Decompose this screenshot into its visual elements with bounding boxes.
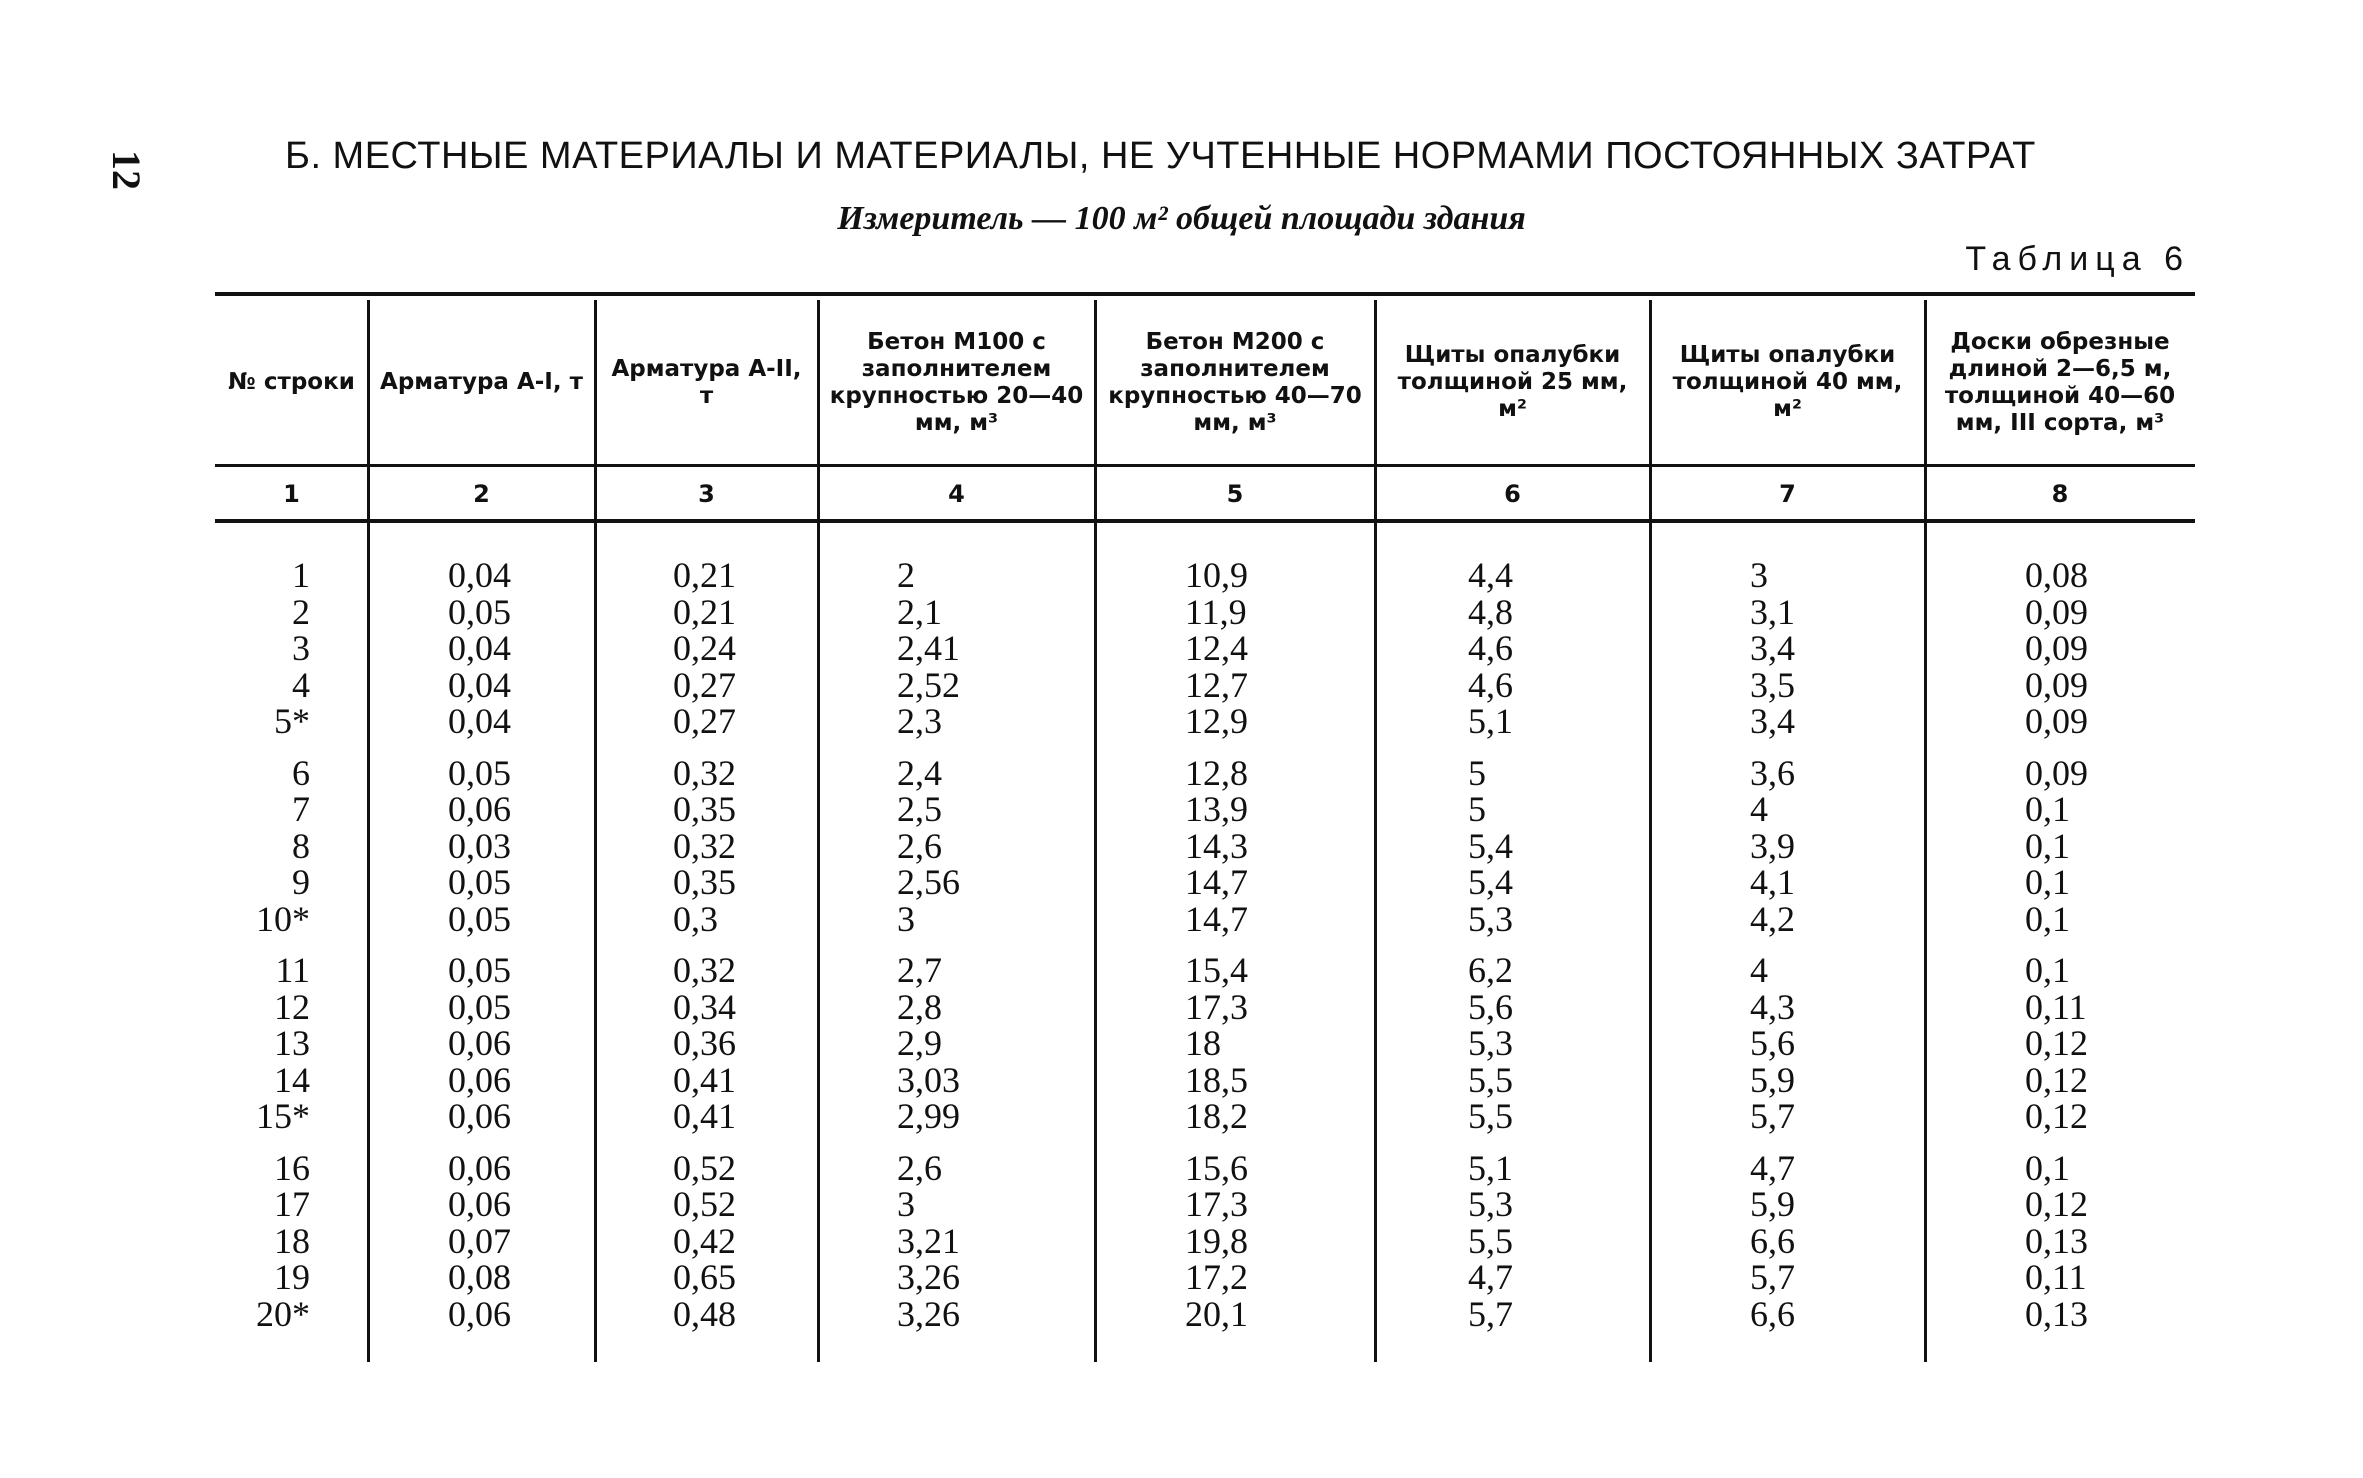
column-number: 2 bbox=[473, 480, 490, 508]
table-cell: 19,8 bbox=[1185, 1220, 1248, 1261]
column-header: Арматура А-II, т bbox=[611, 355, 802, 409]
table-cell: 2,6 bbox=[897, 825, 942, 866]
column-header: Арматура А-I, т bbox=[380, 369, 583, 395]
row-number-cell: 8 bbox=[292, 825, 310, 866]
row-number-cell: 20* bbox=[256, 1293, 310, 1334]
table-cell: 0,08 bbox=[448, 1257, 511, 1297]
table-cell: 4,6 bbox=[1468, 664, 1513, 705]
column-header: Бетон М200 с заполнителем крупностью 40—70 мм, м³ bbox=[1108, 328, 1362, 436]
table-cell: 3,4 bbox=[1750, 628, 1795, 668]
table-cell: 0,27 bbox=[673, 664, 736, 705]
row-number-cell: 14 bbox=[274, 1059, 310, 1100]
table-cell: 5,5 bbox=[1468, 1220, 1513, 1261]
table-cell: 18,2 bbox=[1185, 1096, 1248, 1136]
table-cell: 0,05 bbox=[448, 752, 511, 793]
table-cell: 5,4 bbox=[1468, 862, 1513, 902]
table-cell: 3,4 bbox=[1750, 701, 1795, 741]
table-cell: 0,06 bbox=[448, 1023, 511, 1063]
table-cell: 2,41 bbox=[897, 628, 960, 668]
table-cell: 4,1 bbox=[1750, 862, 1795, 902]
column-number: 8 bbox=[2051, 480, 2069, 508]
table-cell: 0,1 bbox=[2025, 898, 2070, 939]
table-cell: 0,21 bbox=[673, 591, 736, 632]
table-cell: 2,3 bbox=[897, 701, 942, 741]
table-cell: 2,99 bbox=[897, 1096, 960, 1136]
table-cell: 3,9 bbox=[1750, 825, 1795, 866]
table-cell: 2,9 bbox=[897, 1023, 942, 1063]
row-number-cell: 1 bbox=[292, 555, 310, 595]
table-cell: 0,12 bbox=[2025, 1023, 2088, 1063]
table-cell: 0,05 bbox=[448, 986, 511, 1027]
table-cell: 2,56 bbox=[897, 862, 960, 902]
column-number: 3 bbox=[698, 480, 715, 508]
table-cell: 0,05 bbox=[448, 950, 511, 990]
row-number-cell: 2 bbox=[292, 591, 310, 632]
table-cell: 0,09 bbox=[2025, 628, 2088, 668]
table-cell: 0,48 bbox=[673, 1293, 736, 1334]
table-cell: 17,2 bbox=[1185, 1257, 1248, 1297]
table-cell: 3,1 bbox=[1750, 591, 1795, 632]
measure-unit: Измеритель — 100 м² общей площади здания bbox=[837, 200, 1526, 237]
table-cell: 0,1 bbox=[2025, 1147, 2070, 1188]
row-number-cell: 16 bbox=[274, 1147, 310, 1188]
table-cell: 15,4 bbox=[1185, 950, 1248, 990]
table-cell: 6,2 bbox=[1468, 950, 1513, 990]
row-number-cell: 3 bbox=[292, 628, 310, 668]
row-number-cell: 15* bbox=[256, 1096, 310, 1136]
header-rule bbox=[215, 464, 2195, 467]
table-cell: 0,12 bbox=[2025, 1059, 2088, 1100]
table-cell: 5,9 bbox=[1750, 1059, 1795, 1100]
row-number-cell: 4 bbox=[292, 664, 310, 705]
row-number-cell: 9 bbox=[292, 862, 310, 902]
table-cell: 0,06 bbox=[448, 1059, 511, 1100]
table-cell: 0,05 bbox=[448, 862, 511, 902]
table-cell: 0,08 bbox=[2025, 555, 2088, 595]
row-number-cell: 18 bbox=[274, 1220, 310, 1261]
table-cell: 4 bbox=[1750, 789, 1768, 829]
table-cell: 5,7 bbox=[1750, 1096, 1795, 1136]
table-cell: 13,9 bbox=[1185, 789, 1248, 829]
table-cell: 3 bbox=[1750, 555, 1768, 595]
column-header: Щиты опалубки толщиной 40 мм, м² bbox=[1672, 342, 1903, 422]
table-cell: 0,65 bbox=[673, 1257, 736, 1297]
table-cell: 5,3 bbox=[1468, 1023, 1513, 1063]
table-cell: 0,52 bbox=[673, 1147, 736, 1188]
table-cell: 5,3 bbox=[1468, 898, 1513, 939]
table-cell: 5,9 bbox=[1750, 1184, 1795, 1224]
table-cell: 0,32 bbox=[673, 825, 736, 866]
table-cell: 0,12 bbox=[2025, 1184, 2088, 1224]
table-cell: 5 bbox=[1468, 752, 1486, 793]
table-cell: 2 bbox=[897, 555, 915, 595]
table-cell: 6,6 bbox=[1750, 1293, 1795, 1334]
row-number-cell: 6 bbox=[292, 752, 310, 793]
table-cell: 0,1 bbox=[2025, 862, 2070, 902]
table-cell: 4 bbox=[1750, 950, 1768, 990]
table-cell: 0,13 bbox=[2025, 1220, 2088, 1261]
table-cell: 4,8 bbox=[1468, 591, 1513, 632]
table-cell: 0,06 bbox=[448, 1184, 511, 1224]
table-cell: 11,9 bbox=[1185, 591, 1247, 632]
table-cell: 14,3 bbox=[1185, 825, 1248, 866]
table-cell: 17,3 bbox=[1185, 986, 1248, 1027]
table-cell: 0,11 bbox=[2025, 986, 2087, 1027]
table-cell: 3 bbox=[897, 1184, 915, 1224]
table-cell: 6,6 bbox=[1750, 1220, 1795, 1261]
table-cell: 3,26 bbox=[897, 1257, 960, 1297]
table-cell: 0,06 bbox=[448, 1096, 511, 1136]
table-cell: 0,04 bbox=[448, 701, 511, 741]
table-cell: 0,09 bbox=[2025, 664, 2088, 705]
table-cell: 5,5 bbox=[1468, 1096, 1513, 1136]
table-cell: 2,6 bbox=[897, 1147, 942, 1188]
table-cell: 0,04 bbox=[448, 664, 511, 705]
row-number-cell: 10* bbox=[256, 898, 310, 939]
table-cell: 0,52 bbox=[673, 1184, 736, 1224]
table-cell: 0,1 bbox=[2025, 950, 2070, 990]
table-cell: 0,3 bbox=[673, 898, 718, 939]
table-cell: 2,8 bbox=[897, 986, 942, 1027]
table-cell: 2,4 bbox=[897, 752, 942, 793]
page-number: 12 bbox=[104, 150, 149, 190]
table-cell: 0,12 bbox=[2025, 1096, 2088, 1136]
table-cell: 0,41 bbox=[673, 1096, 736, 1136]
table-cell: 5,7 bbox=[1468, 1293, 1513, 1334]
table-cell: 0,09 bbox=[2025, 701, 2088, 741]
table-cell: 5,3 bbox=[1468, 1184, 1513, 1224]
column-number: 6 bbox=[1504, 480, 1521, 508]
table-cell: 3 bbox=[897, 898, 915, 939]
table-cell: 0,36 bbox=[673, 1023, 736, 1063]
section-title: Б. МЕСТНЫЕ МАТЕРИАЛЫ И МАТЕРИАЛЫ, НЕ УЧТЕННЫЕ НОРМАМИ ПОСТОЯННЫХ ЗАТРАТ bbox=[285, 135, 2036, 177]
table-cell: 5,1 bbox=[1468, 701, 1513, 741]
table-cell: 5 bbox=[1468, 789, 1486, 829]
table-cell: 0,03 bbox=[448, 825, 511, 866]
table-cell: 5,6 bbox=[1468, 986, 1513, 1027]
table-cell: 5,6 bbox=[1750, 1023, 1795, 1063]
table-cell: 15,6 bbox=[1185, 1147, 1248, 1188]
table-cell: 0,42 bbox=[673, 1220, 736, 1261]
table-cell: 10,9 bbox=[1185, 555, 1248, 595]
column-number: 5 bbox=[1226, 480, 1244, 508]
table-cell: 12,4 bbox=[1185, 628, 1248, 668]
table-cell: 0,1 bbox=[2025, 789, 2070, 829]
table-cell: 12,7 bbox=[1185, 664, 1248, 705]
table-cell: 3,6 bbox=[1750, 752, 1795, 793]
table-cell: 0,32 bbox=[673, 950, 736, 990]
column-number-rule bbox=[215, 519, 2195, 523]
table-cell: 2,7 bbox=[897, 950, 942, 990]
table-cell: 0,04 bbox=[448, 628, 511, 668]
table-cell: 3,26 bbox=[897, 1293, 960, 1334]
table-cell: 0,35 bbox=[673, 789, 736, 829]
table-cell: 5,4 bbox=[1468, 825, 1513, 866]
table-cell: 12,8 bbox=[1185, 752, 1248, 793]
row-number-cell: 11 bbox=[275, 950, 310, 990]
table-cell: 17,3 bbox=[1185, 1184, 1248, 1224]
column-header: Щиты опалубки толщиной 25 мм, м² bbox=[1397, 342, 1628, 422]
table-cell: 0,11 bbox=[2025, 1257, 2087, 1297]
column-number: 7 bbox=[1779, 480, 1796, 508]
table-cell: 0,05 bbox=[448, 591, 511, 632]
table-cell: 3,21 bbox=[897, 1220, 960, 1261]
table-cell: 0,07 bbox=[448, 1220, 511, 1261]
table-cell: 0,09 bbox=[2025, 591, 2088, 632]
table-cell: 0,21 bbox=[673, 555, 736, 595]
table-cell: 0,27 bbox=[673, 701, 736, 741]
table-cell: 0,05 bbox=[448, 898, 511, 939]
column-header: Бетон М100 с заполнителем крупностью 20—40 мм, м³ bbox=[829, 328, 1084, 436]
row-number-cell: 12 bbox=[274, 986, 310, 1027]
table-cell: 12,9 bbox=[1185, 701, 1248, 741]
table-cell: 2,52 bbox=[897, 664, 960, 705]
table-cell: 4,6 bbox=[1468, 628, 1513, 668]
table-cell: 0,06 bbox=[448, 789, 511, 829]
table-cell: 0,06 bbox=[448, 1147, 511, 1188]
column-number: 1 bbox=[283, 480, 300, 508]
table-cell: 4,2 bbox=[1750, 898, 1795, 939]
column-header: № строки bbox=[228, 369, 355, 395]
table-cell: 0,35 bbox=[673, 862, 736, 902]
table-cell: 14,7 bbox=[1185, 898, 1248, 939]
row-number-cell: 19 bbox=[274, 1257, 310, 1297]
table-cell: 20,1 bbox=[1185, 1293, 1248, 1334]
table-cell: 0,34 bbox=[673, 986, 736, 1027]
row-number-cell: 7 bbox=[292, 789, 310, 829]
table-cell: 2,1 bbox=[897, 591, 942, 632]
table-cell: 14,7 bbox=[1185, 862, 1248, 902]
table-cell: 4,3 bbox=[1750, 986, 1795, 1027]
table-cell: 0,06 bbox=[448, 1293, 511, 1334]
row-number-cell: 17 bbox=[274, 1184, 310, 1224]
table-cell: 3,03 bbox=[897, 1059, 960, 1100]
table-cell: 4,4 bbox=[1468, 555, 1513, 595]
table-cell: 4,7 bbox=[1750, 1147, 1795, 1188]
table-cell: 18,5 bbox=[1185, 1059, 1248, 1100]
row-number-cell: 5* bbox=[274, 701, 310, 741]
table-cell: 4,7 bbox=[1468, 1257, 1513, 1297]
column-number: 4 bbox=[948, 480, 965, 508]
table-cell: 0,41 bbox=[673, 1059, 736, 1100]
table-cell: 0,1 bbox=[2025, 825, 2070, 866]
table-cell: 5,5 bbox=[1468, 1059, 1513, 1100]
column-header: Доски обрезные длиной 2—6,5 м, толщиной 40—60 мм, III сорта, м³ bbox=[1944, 328, 2176, 436]
table-cell: 0,13 bbox=[2025, 1293, 2088, 1334]
table-label: Таблица 6 bbox=[1965, 240, 2190, 278]
table-cell: 3,5 bbox=[1750, 664, 1795, 705]
table-cell: 2,5 bbox=[897, 789, 942, 829]
table-cell: 18 bbox=[1185, 1023, 1221, 1063]
table-cell: 0,04 bbox=[448, 555, 511, 595]
table-cell: 5,1 bbox=[1468, 1147, 1513, 1188]
table-cell: 0,32 bbox=[673, 752, 736, 793]
table-cell: 5,7 bbox=[1750, 1257, 1795, 1297]
table-top-rule bbox=[215, 292, 2195, 296]
table-cell: 0,09 bbox=[2025, 752, 2088, 793]
row-number-cell: 13 bbox=[274, 1023, 310, 1063]
table-cell: 0,24 bbox=[673, 628, 736, 668]
